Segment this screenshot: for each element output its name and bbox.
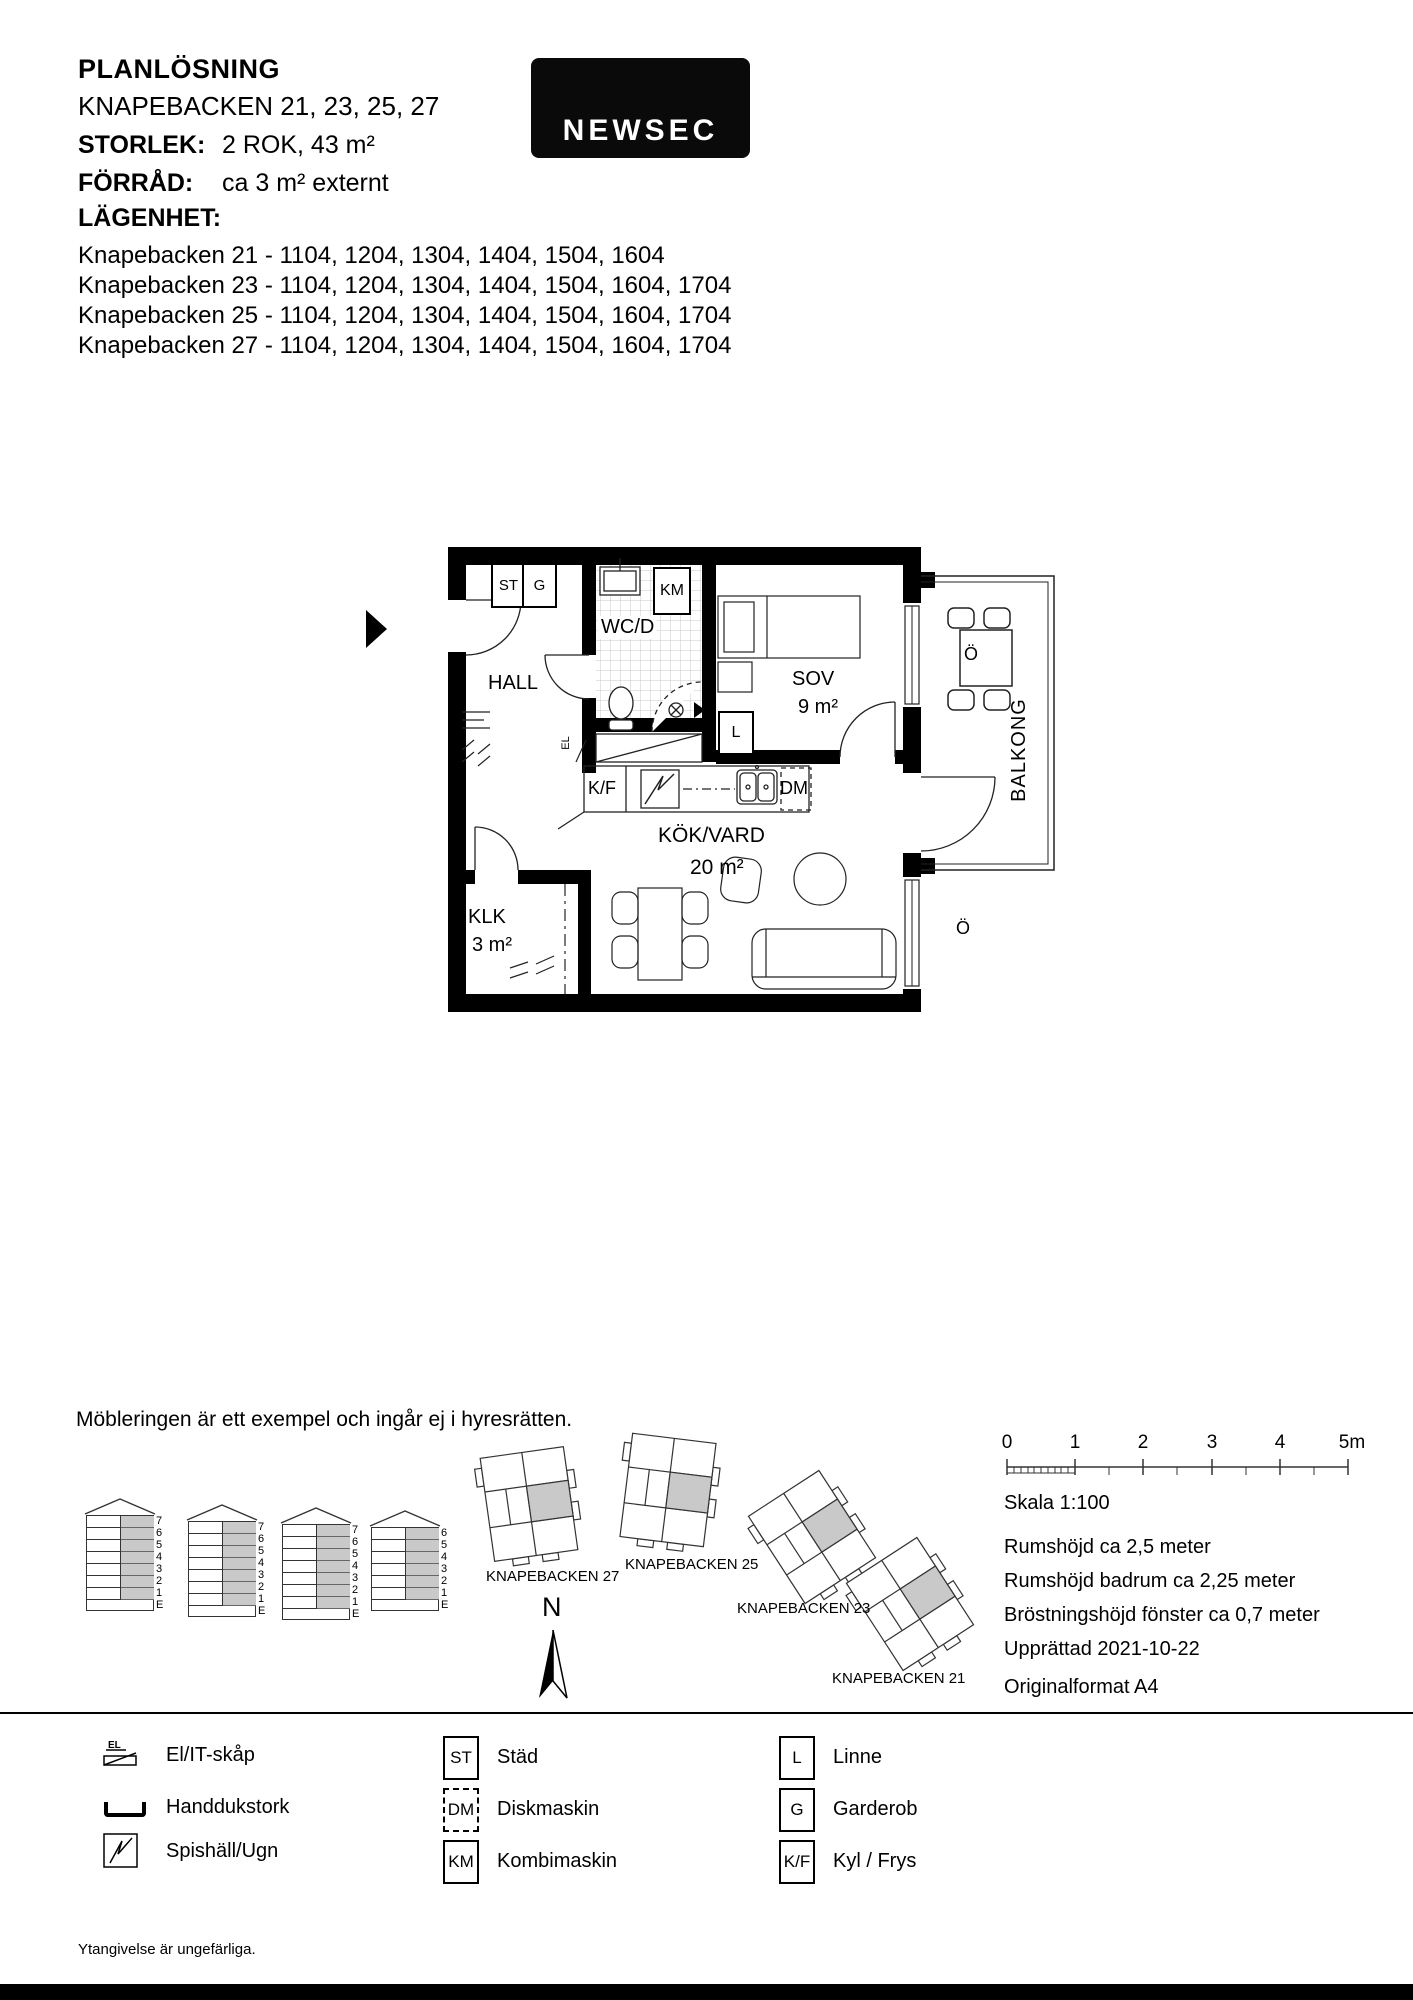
el-it-icon [100,1738,144,1770]
highlight-column [222,1522,256,1606]
list-item: 5 [352,1548,359,1560]
elevation-diagram-2 [188,1503,264,1617]
legend-label-towel: Handdukstork [166,1796,290,1818]
elevation-body [371,1527,439,1611]
closet-g: G [522,563,557,608]
list-item: 5 [156,1539,163,1551]
newsec-logo [531,58,750,158]
room-label-kitchen: KÖK/VARD [658,824,765,847]
legend-symbol-l: L [779,1736,815,1780]
list-item: Rumshöjd ca 2,5 meter [1004,1536,1211,1558]
list-item: 3 [258,1569,265,1581]
list-item: Knapebacken 27 - 1104, 1204, 1304, 1404, 1504, 1604, 1704 [78,332,732,359]
list-item: 7 [352,1524,359,1536]
legend-label-el-it: El/IT-skåp [166,1744,255,1766]
window-open-marker: Ö [956,918,971,938]
list-item: 6 [441,1527,448,1539]
scale-tick-4: 4 [1274,1432,1286,1453]
list-item: E [441,1599,449,1611]
building-label-21: KNAPEBACKEN 21 [832,1670,966,1687]
legend-label-diskmaskin: Diskmaskin [497,1798,600,1820]
floor-numbers [352,1524,359,1620]
washer-km: KM [653,567,691,615]
room-label-wcd: WC/D [598,616,657,639]
list-item: 1 [352,1596,359,1608]
balcony-label: BALKONG [1008,698,1030,802]
north-label: N [542,1592,562,1622]
room-area-sov: 9 m² [798,696,838,718]
size-label: STORLEK: [78,131,206,159]
legend-label-stove: Spishäll/Ugn [166,1840,279,1862]
legend-divider [0,1712,1413,1714]
building-label-27: KNAPEBACKEN 27 [486,1568,620,1585]
info-lines [1004,1530,1320,1666]
legend-symbol-st: ST [443,1736,479,1780]
list-item: Rumshöjd badrum ca 2,25 meter [1004,1570,1296,1592]
stove-icon [102,1832,140,1870]
list-item: 4 [156,1551,163,1563]
list-item: 6 [156,1527,163,1539]
legend-symbol-kf: K/F [779,1840,815,1884]
dishwasher-dm-label: DM [780,778,808,798]
list-item: 1 [258,1593,265,1605]
list-item: 4 [441,1551,448,1563]
list-item: Knapebacken 25 - 1104, 1204, 1304, 1404, 1504, 1604, 1704 [78,302,732,329]
elevation-body [86,1515,154,1611]
legend-label-kyl-frys: Kyl / Frys [833,1850,917,1872]
legend-label-garderob: Garderob [833,1798,918,1820]
newsec-logo-text: NEWSEC [562,114,719,147]
page-title: PLANLÖSNING [78,54,281,84]
list-item: 6 [258,1533,265,1545]
list-item: 6 [352,1536,359,1548]
building-label-23: KNAPEBACKEN 23 [737,1600,871,1617]
list-item: 4 [352,1560,359,1572]
scale-tick-1: 1 [1069,1432,1081,1453]
format-line: Originalformat A4 [1004,1676,1159,1698]
legend-label-kombimaskin: Kombimaskin [497,1850,618,1872]
scale-tick-0: 0 [1001,1432,1013,1453]
highlight-column [120,1516,154,1600]
elevation-diagram-1 [86,1497,162,1611]
room-area-klk: 3 m² [472,934,512,956]
floor-numbers [258,1521,265,1617]
scale-label: Skala 1:100 [1004,1492,1110,1514]
el-cabinet-label: EL [560,736,572,750]
list-item: E [352,1608,360,1620]
elevation-body [282,1524,350,1620]
building-label-25: KNAPEBACKEN 25 [625,1556,759,1573]
legend-symbol-g: G [779,1788,815,1832]
highlight-column [316,1525,350,1609]
list-item: 3 [441,1563,448,1575]
address-line: KNAPEBACKEN 21, 23, 25, 27 [78,91,440,121]
floor-numbers [156,1515,163,1611]
closet-st: ST [491,563,526,608]
furnishing-note: Möbleringen är ett exempel och ingår ej i hyresrätten. [76,1408,573,1431]
elevation-body [188,1521,256,1617]
el-icon-text: EL [108,1740,121,1751]
list-item: Knapebacken 21 - 1104, 1204, 1304, 1404, 1504, 1604 [78,242,665,269]
legend-symbol-dm: DM [443,1788,479,1832]
list-item: 2 [156,1575,163,1587]
scale-tick-5m: 5m [1338,1432,1366,1453]
legend-symbol-km: KM [443,1840,479,1884]
scale-tick-3: 3 [1206,1432,1218,1453]
list-item: Bröstningshöjd fönster ca 0,7 meter [1004,1604,1320,1626]
storage-value: ca 3 m² externt [222,169,389,197]
scale-bar [1000,1456,1360,1480]
north-arrow-icon [533,1626,573,1704]
list-item: 7 [156,1515,163,1527]
list-item: E [156,1599,164,1611]
closet-l: L [718,711,754,755]
apartment-label: LÄGENHET: [78,204,222,232]
highlight-column [405,1528,439,1600]
list-item: 3 [352,1572,359,1584]
fridge-kf-label: K/F [588,778,617,798]
towel-rail-icon [104,1802,146,1817]
area-disclaimer: Ytangivelse är ungefärliga. [78,1941,256,1958]
list-item: Knapebacken 23 - 1104, 1204, 1304, 1404, 1504, 1604, 1704 [78,272,732,299]
list-item: 5 [258,1545,265,1557]
storage-label: FÖRRÅD: [78,169,194,197]
list-item: 7 [258,1521,265,1533]
list-item: E [258,1605,266,1617]
list-item: 3 [156,1563,163,1575]
bottom-bar [0,1984,1413,2000]
elevation-diagram-4 [371,1509,447,1611]
room-area-kitchen: 20 m² [690,856,744,879]
list-item: Upprättad 2021-10-22 [1004,1638,1200,1660]
list-item: 1 [441,1587,448,1599]
room-label-hall: HALL [488,672,539,694]
room-label-klk: KLK [468,906,506,928]
scale-tick-2: 2 [1137,1432,1149,1453]
list-item: 5 [441,1539,448,1551]
list-item: 2 [258,1581,265,1593]
elevation-diagram-3 [282,1506,358,1620]
legend-label-linne: Linne [833,1746,882,1768]
list-item: 2 [441,1575,448,1587]
legend-label-stad: Städ [497,1746,539,1768]
floor-plan [360,540,1080,1020]
room-label-sov: SOV [792,668,835,690]
balcony-open-marker: Ö [964,644,979,664]
list-item: 1 [156,1587,163,1599]
floor-plan-drawing [360,540,1080,1020]
list-item: 2 [352,1584,359,1596]
apartment-list [78,241,731,361]
size-value: 2 ROK, 43 m² [222,131,375,159]
list-item: 4 [258,1557,265,1569]
